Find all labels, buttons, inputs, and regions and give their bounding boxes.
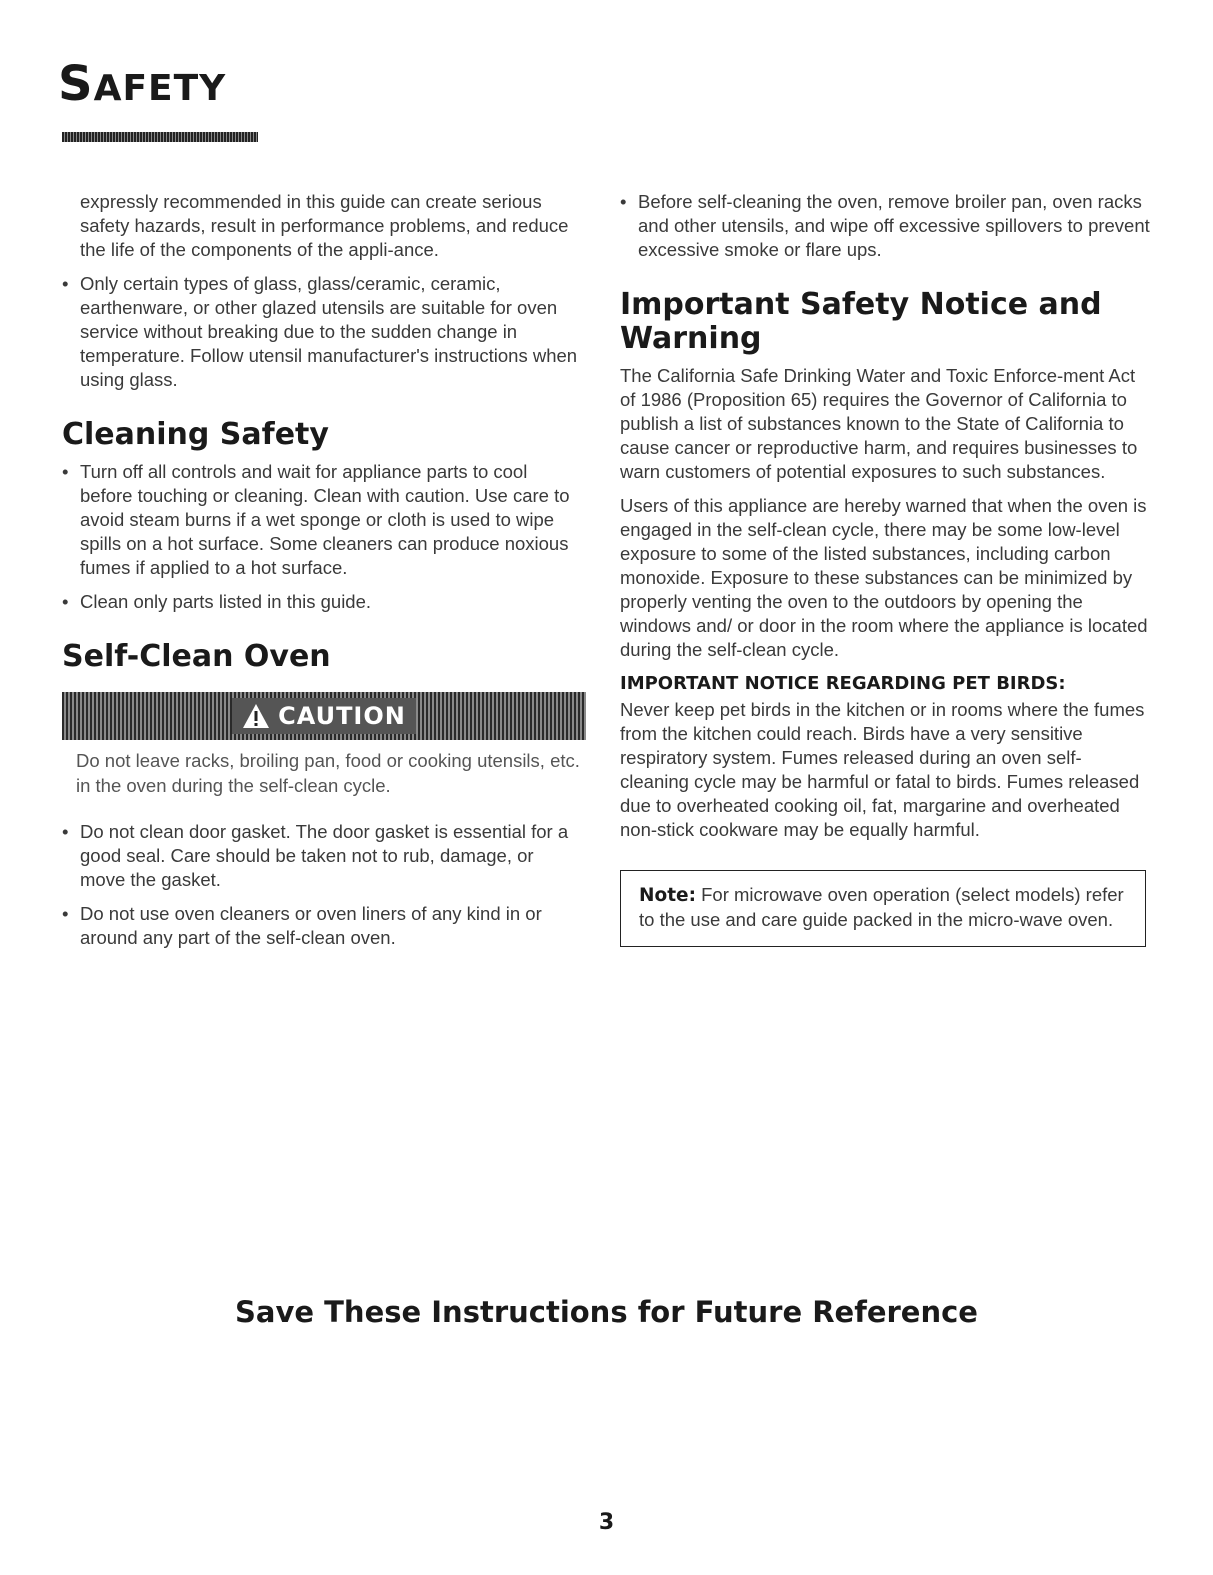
proposition-65-paragraph: The California Safe Drinking Water and Toxic Enforce-ment Act of 1986 (Proposition 65) requires the Governor of California to publish a list of substances known to the State of California to cause cancer or reproductive harm, and requires businesses to warn customers of potential exposures to such substances.: [620, 365, 1138, 482]
pet-birds-paragraph: Never keep pet birds in the kitchen or in rooms where the fumes from the kitchen could reach. Birds have a very sensitive respiratory system. Fumes released during an oven self-cleaning cycle may be harmful or fatal to birds. Fumes released due to overheated cooking oil, fat, margarine and overheated non-stick cookware may be equally harmful.: [620, 699, 1145, 840]
before-self-cleaning-bullet: • Before self-cleaning the oven, remove broiler pan, oven racks and other utensils, and wipe off excessive spillovers to prevent excessive smoke or flare ups.: [620, 190, 1150, 262]
note-label: Note:: [639, 885, 696, 906]
caution-text: Do not leave racks, broiling pan, food or cooking utensils, etc. in the oven during the self-clean cycle.: [76, 750, 580, 796]
page-title: [58, 56, 227, 112]
self-clean-bullet-gasket: • Do not clean door gasket. The door gasket is essential for a good seal. Care should be taken not to rub, damage, or move the gasket.: [62, 820, 582, 892]
note-text: For microwave oven operation (select models) refer to the use and care guide packed in the micro-wave oven.: [639, 884, 1124, 930]
page-number: 3: [598, 1510, 615, 1535]
right-column: [620, 190, 1150, 947]
self-clean-bullet-cleaners: • Do not use oven cleaners or oven liners of any kind in or around any part of the self-clean oven.: [62, 902, 582, 950]
note-paragraph: [639, 883, 1129, 932]
page-title-rest: AFETY: [93, 68, 227, 109]
title-rule: [62, 132, 258, 142]
caution-label: [232, 698, 416, 734]
page-title-initial: S: [58, 56, 94, 112]
warning-triangle-icon: [242, 703, 270, 729]
users-warning-paragraph: Users of this appliance are hereby warned that when the oven is engaged in the self-clean cycle, there may be some low-level exposure to some of the listed substances, including carbon monoxide. Exposure to these substances can be minimized by properly venting the oven to the outdoors by opening the windows and/ or door in the room where the appliance is located during the self-clean cycle.: [620, 495, 1148, 660]
important-notice-heading: Important Safety Notice and Warning: [620, 287, 1102, 356]
footer-heading: Save These Instructions for Future Reference: [235, 1295, 978, 1329]
pet-birds-heading: IMPORTANT NOTICE REGARDING PET BIRDS:: [620, 673, 1066, 694]
caution-label-text: CAUTION: [278, 702, 406, 730]
continued-paragraph: expressly recommended in this guide can create serious safety hazards, result in performance problems, and reduce the life of the components of the appli-ance.: [80, 191, 569, 260]
note-box: [620, 870, 1146, 947]
left-column: [62, 190, 582, 960]
glass-utensils-bullet: • Only certain types of glass, glass/ceramic, ceramic, earthenware, or other glazed utensils are suitable for oven service without breaking due to the sudden change in temperature. Follow utensil manufacturer's instructions when using glass.: [62, 272, 582, 392]
self-clean-oven-heading: Self-Clean Oven: [62, 639, 331, 674]
cleaning-bullet-controls: • Turn off all controls and wait for appliance parts to cool before touching or cleaning. Clean with caution. Use care to avoid steam burns if a wet sponge or cloth is used to wipe spills on a hot surface. Some cleaners can produce noxious fumes if applied to a hot surface.: [62, 460, 582, 580]
cleaning-bullet-parts: • Clean only parts listed in this guide.: [62, 590, 582, 614]
caution-banner: [62, 692, 586, 740]
cleaning-safety-heading: Cleaning Safety: [62, 417, 329, 452]
